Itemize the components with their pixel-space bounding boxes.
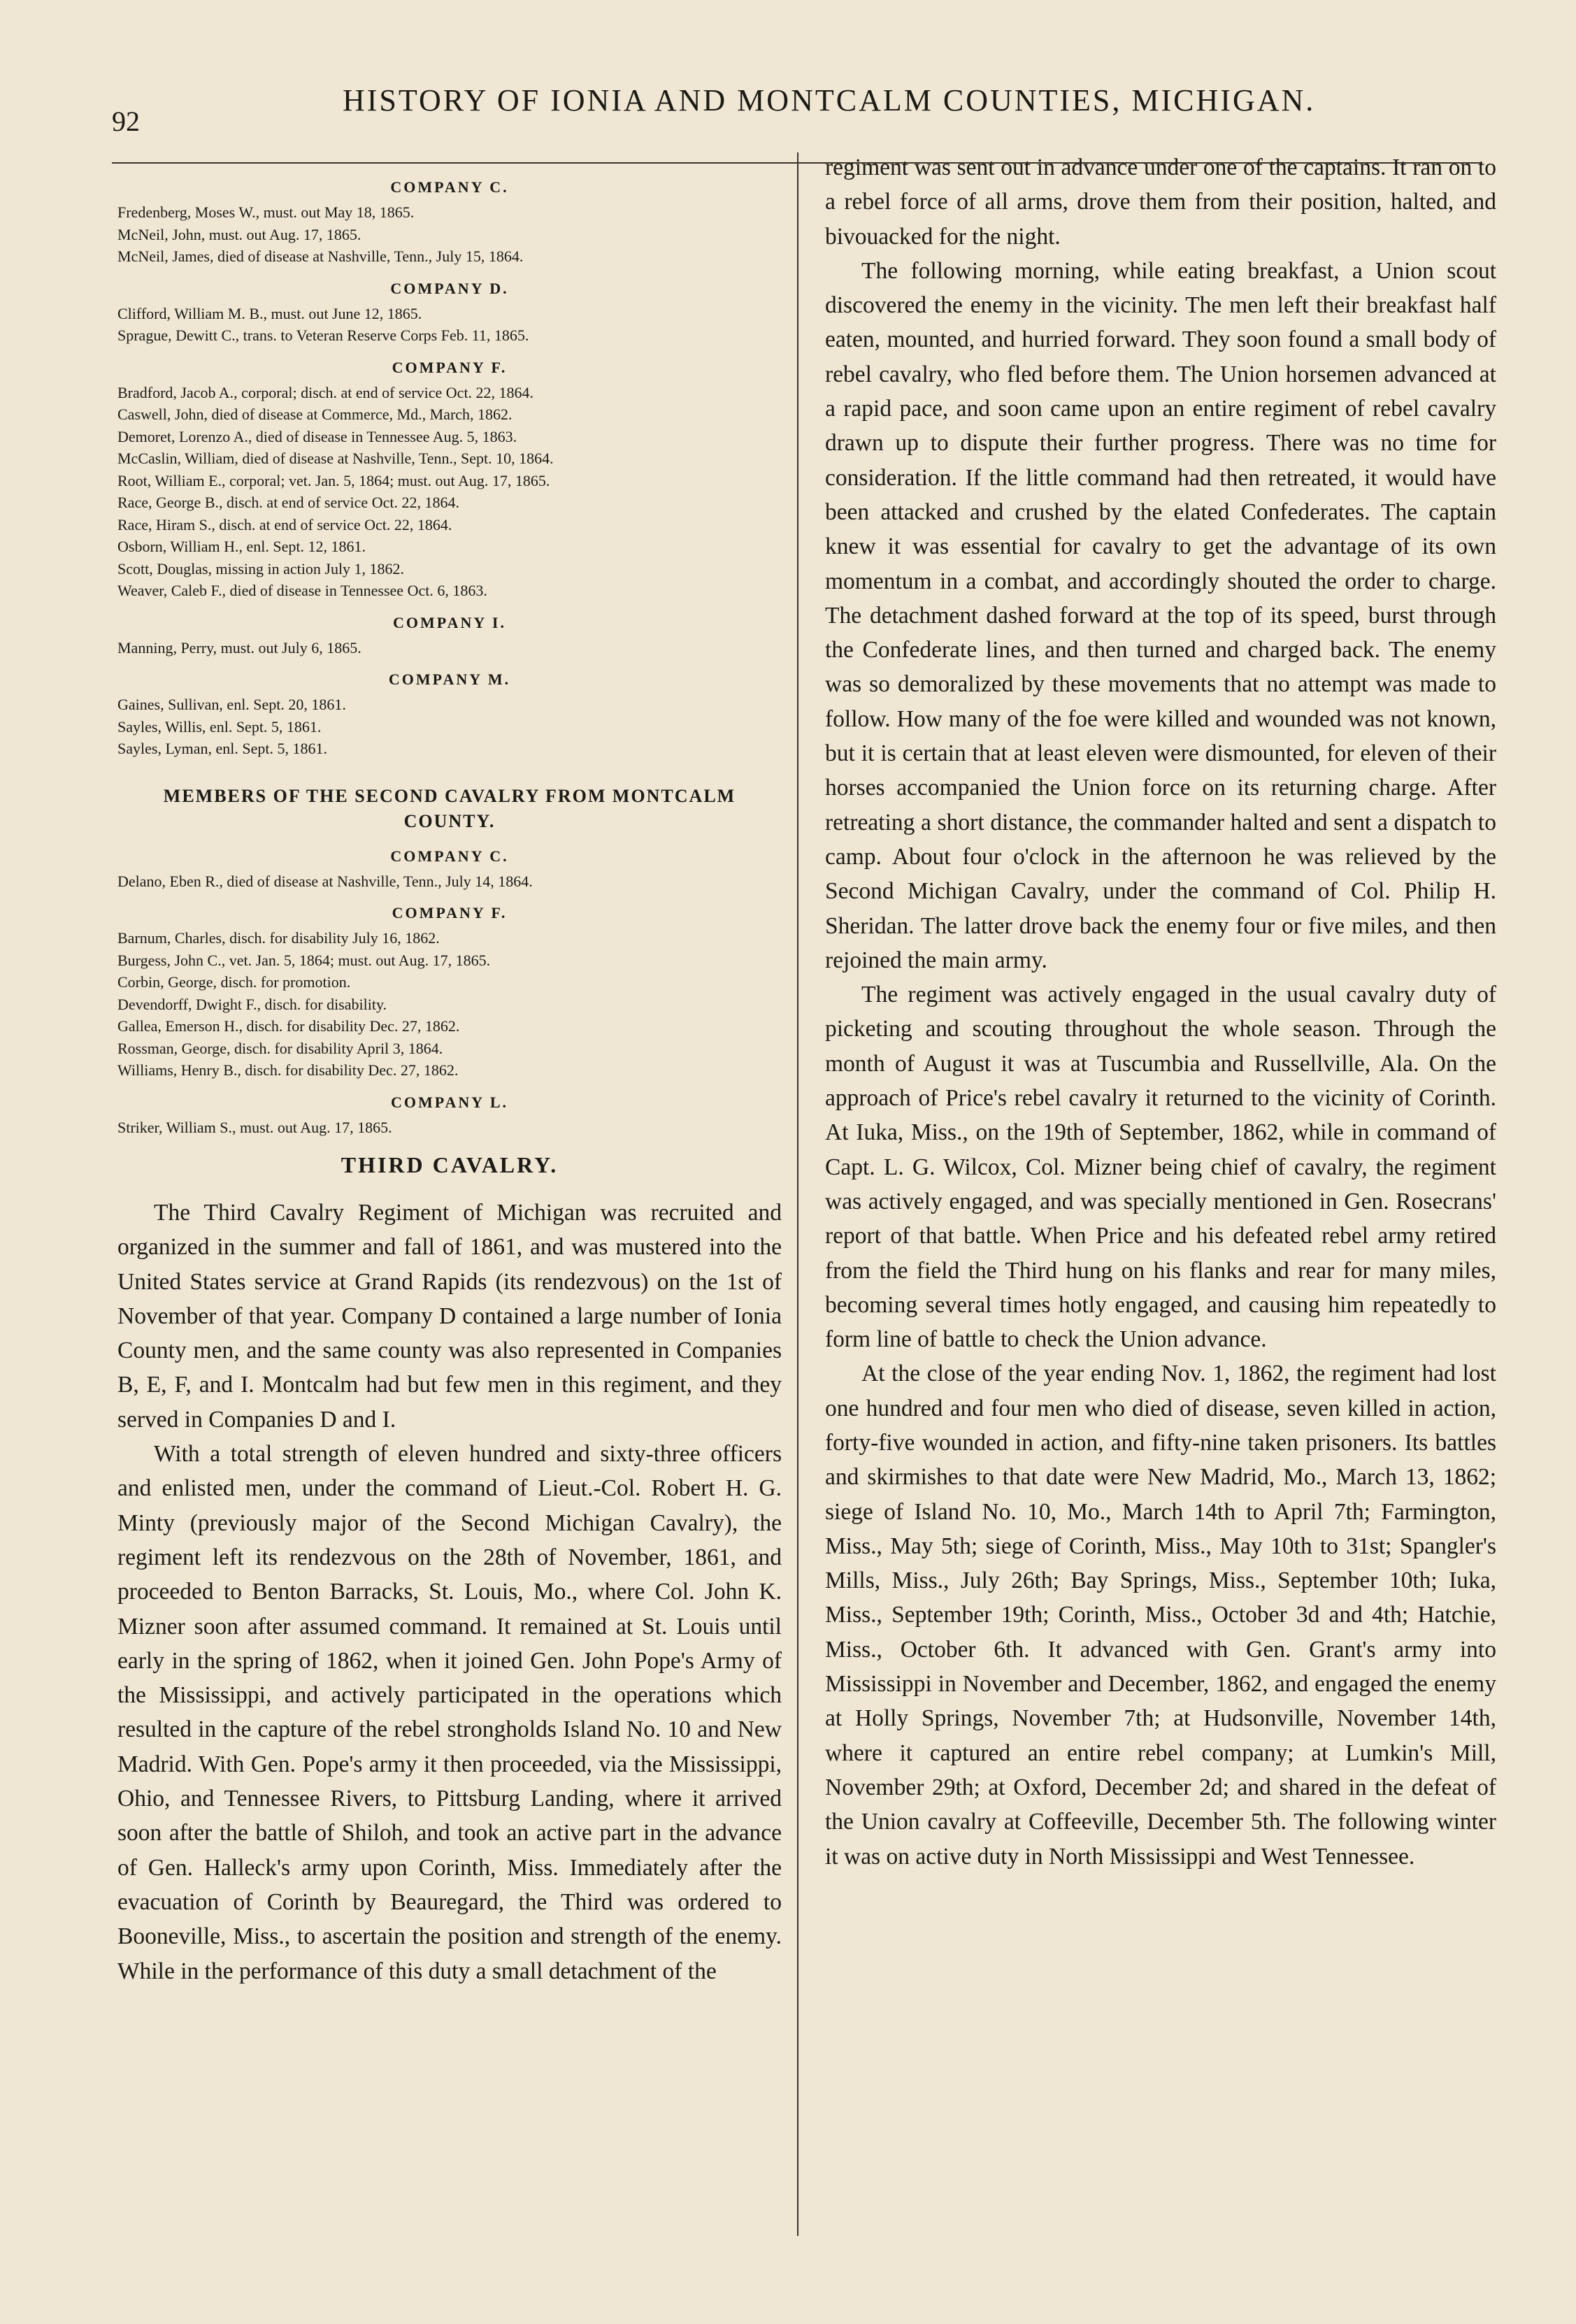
company-heading: COMPANY F. <box>392 358 508 376</box>
body-paragraph: At the close of the year ending Nov. 1, 1862, the regiment had lost one hundred and four men who died of disease, seven killed in action, forty-five wounded in action, and fifty-nine taken prisoners. Its battles and skirmishes to that date were New Madrid, Mo., March 13, 1862; siege of Island No. 10, Mo., March 14th to April 7th; Farmington, Miss., May 5th; siege of Corinth, Miss., May 10th to 31st; Spangler's Mills, Miss., July 26th; Bay Springs, Miss., September 10th; Iuka, Miss., September 19th; Corinth, Miss., October 3d and 4th; Hatchie, Miss., October 6th. It advanced with Gen. Grant's army into Mississippi in November and December, 1862, and engaged the enemy at Holly Springs, November 7th; at Hudsonville, November 14th, where it captured an entire rebel company; at Lumkin's Mill, November 29th; at Oxford, December 2d; and shared in the defeat of the Union cavalry at Coffeeville, December 5th. The following winter it was on active duty in North Mississippi and West Tennessee. <box>825 1361 1496 1870</box>
roster-entry: Gallea, Emerson H., disch. for disability Dec. 27, 1862. <box>117 1017 460 1035</box>
roster-entry: Bradford, Jacob A., corporal; disch. at end of service Oct. 22, 1864. <box>117 383 534 401</box>
roster-entry: Corbin, George, disch. for promotion. <box>117 973 351 991</box>
roster-entry: Root, William E., corporal; vet. Jan. 5, 1864; must. out Aug. 17, 1865. <box>117 471 550 489</box>
body-paragraph: With a total strength of eleven hundred and sixty-three officers and enlisted men, under the command of Lieut.-Col. Robert H. G. Minty (previously major of the Second Michigan Cavalry), the regiment left its rendezvous on the 28th of November, 1861, and proceeded to Benton Barracks, St. Louis, Mo., where Col. John K. Mizner soon after assumed command. It remained at St. Louis until early in the spring of 1862, when it joined Gen. John Pope's Army of the Mississippi, and actively participated in the operations which resulted in the capture of the rebel strongholds Island No. 10 and New Madrid. With Gen. Pope's army it then proceeded, via the Mississippi, Ohio, and Tennessee Rivers, to Pittsburg Landing, where it arrived soon after the battle of Shiloh, and took an active part in the advance of Gen. Halleck's army upon Corinth, Miss. Immediately after the evacuation of Corinth by Beauregard, the Third was ordered to Booneville, Miss., to ascertain the position and strength of the enemy. While in the performance of this duty a small detachment of the <box>117 1441 782 1984</box>
roster-entry: McCaslin, William, died of disease at Nashville, Tenn., Sept. 10, 1864. <box>117 450 554 467</box>
roster-entry: Race, George B., disch. at end of service Oct. 22, 1864. <box>117 494 459 511</box>
body-paragraph: The Third Cavalry Regiment of Michigan was recruited and organized in the summer and fall of 1861, and was mustered into the United States service at Grand Rapids (its rendezvous) on the 1st of November of that year. Company D contained a large number of Ionia County men, and the same county was also represented in Companies B, E, F, and I. Montcalm had but few men in this regiment, and they served in Companies D and I. <box>117 1200 782 1433</box>
roster-list <box>117 201 782 268</box>
section-heading: MEMBERS OF THE SECOND CAVALRY FROM MONTCALM COUNTY. <box>163 785 736 831</box>
roster-list <box>117 1117 782 1139</box>
roster-entry: Sayles, Willis, enl. Sept. 5, 1861. <box>117 717 322 736</box>
body-paragraph: The regiment was actively engaged in the usual cavalry duty of picketing and scouting throughout the whole season. Through the month of August it was at Tuscumbia and Russellville, Ala. On the approach of Price's rebel cavalry it returned to the vicinity of Corinth. At Iuka, Miss., on the 19th of September, 1862, while in command of Capt. L. G. Wilcox, Col. Mizner being chief of cavalry, the regiment was actively engaged, and was specially mentioned in Gen. Rosecrans' report of that battle. When Price and his defeated rebel army retired from the field the Third hung on his flanks and rear for many miles, becoming several times hotly engaged, and causing him repeatedly to form line of battle to check the Union advance. <box>825 982 1496 1353</box>
roster-list <box>117 382 782 602</box>
roster-entry: Rossman, George, disch. for disability April 3, 1864. <box>117 1039 443 1057</box>
company-heading: COMPANY L. <box>390 1093 509 1111</box>
roster-entry: Barnum, Charles, disch. for disability July 16, 1862. <box>117 929 440 947</box>
roster-entry: McNeil, James, died of disease at Nashville, Tenn., July 15, 1864. <box>117 248 524 265</box>
company-heading: COMPANY F. <box>392 904 508 921</box>
roster-entry: Fredenberg, Moses W., must. out May 18, 1865. <box>117 203 415 221</box>
roster-list <box>117 637 782 659</box>
body-paragraph: regiment was sent out in advance under one of the captains. It ran on to a rebel force of all arms, drove them from their position, halted, and bivouacked for the night. <box>825 155 1496 250</box>
roster-entry: Clifford, William M. B., must. out June 12, 1865. <box>117 304 422 322</box>
roster-entry: Burgess, John C., vet. Jan. 5, 1864; must. out Aug. 17, 1865. <box>117 951 491 969</box>
chapter-heading: THIRD CAVALRY. <box>341 1152 559 1177</box>
roster-entry: Race, Hiram S., disch. at end of service Oct. 22, 1864. <box>117 515 452 533</box>
company-heading: COMPANY D. <box>390 279 509 297</box>
company-heading: COMPANY I. <box>393 613 506 631</box>
company-heading: COMPANY C. <box>390 178 509 196</box>
roster-entry: Demoret, Lorenzo A., died of disease in Tennessee Aug. 5, 1863. <box>117 427 517 445</box>
running-title: HISTORY OF IONIA AND MONTCALM COUNTIES, MICHIGAN. <box>343 83 1316 117</box>
right-column <box>825 150 1496 1874</box>
roster-entry: Caswell, John, died of disease at Commerce, Md., March, 1862. <box>117 406 513 423</box>
roster-list <box>117 694 782 760</box>
roster-entry: Striker, William S., must. out Aug. 17, 1865. <box>117 1118 392 1136</box>
roster-entry: Weaver, Caleb F., died of disease in Tennessee Oct. 6, 1863. <box>117 582 487 599</box>
roster-entry: Sayles, Lyman, enl. Sept. 5, 1861. <box>117 740 328 757</box>
roster-entry: Manning, Perry, must. out July 6, 1865. <box>117 638 361 657</box>
roster-list <box>117 303 782 347</box>
roster-entry: Williams, Henry B., disch. for disability Dec. 27, 1862. <box>117 1061 459 1079</box>
roster-list <box>117 870 782 893</box>
roster-entry: Sprague, Dewitt C., trans. to Veteran Reserve Corps Feb. 11, 1865. <box>117 327 529 344</box>
page-number: 92 <box>112 106 140 137</box>
roster-entry: Delano, Eben R., died of disease at Nashville, Tenn., July 14, 1864. <box>117 872 533 890</box>
roster-entry: Gaines, Sullivan, enl. Sept. 20, 1861. <box>117 696 346 713</box>
roster-entry: Devendorff, Dwight F., disch. for disability. <box>117 995 387 1013</box>
roster-list <box>117 927 782 1082</box>
roster-entry: Scott, Douglas, missing in action July 1, 1862. <box>117 559 405 578</box>
company-heading: COMPANY C. <box>390 847 509 865</box>
roster-entry: McNeil, John, must. out Aug. 17, 1865. <box>117 225 361 243</box>
body-paragraph: The following morning, while eating breakfast, a Union scout discovered the enemy in the vicinity. The men left their breakfast half eaten, mounted, and hurried forward. They soon found a small body of rebel cavalry, who fled before them. The Union horsemen advanced at a rapid pace, and soon came upon an entire regiment of rebel cavalry drawn up to dispute their further progress. There was no time for consideration. If the little command had then retreated, it would have been attacked and crushed by the elated Confederates. The captain knew it was essential for cavalry to get the advantage of its own momentum in a combat, and accordingly shouted the order to charge. The detachment dashed forward at the top of its speed, burst through the Confederate lines, and then turned and charged back. The enemy was so demoralized by these movements that no attempt was made to follow. How many of the foe were killed and wounded was not known, but it is certain that at least eleven were dismounted, for eleven of their horses accompanied the Union force on its returning charge. After retreating a short distance, the commander halted and sent a dispatch to camp. About four o'clock in the afternoon he was relieved by the Second Michigan Cavalry, under the command of Col. Philip H. Sheridan. The latter drove back the enemy four or five miles, and then rejoined the main army. <box>825 257 1496 973</box>
roster-entry: Osborn, William H., enl. Sept. 12, 1861. <box>117 538 366 555</box>
company-heading: COMPANY M. <box>388 670 511 688</box>
column-divider <box>797 152 798 2236</box>
left-column <box>117 173 782 1988</box>
